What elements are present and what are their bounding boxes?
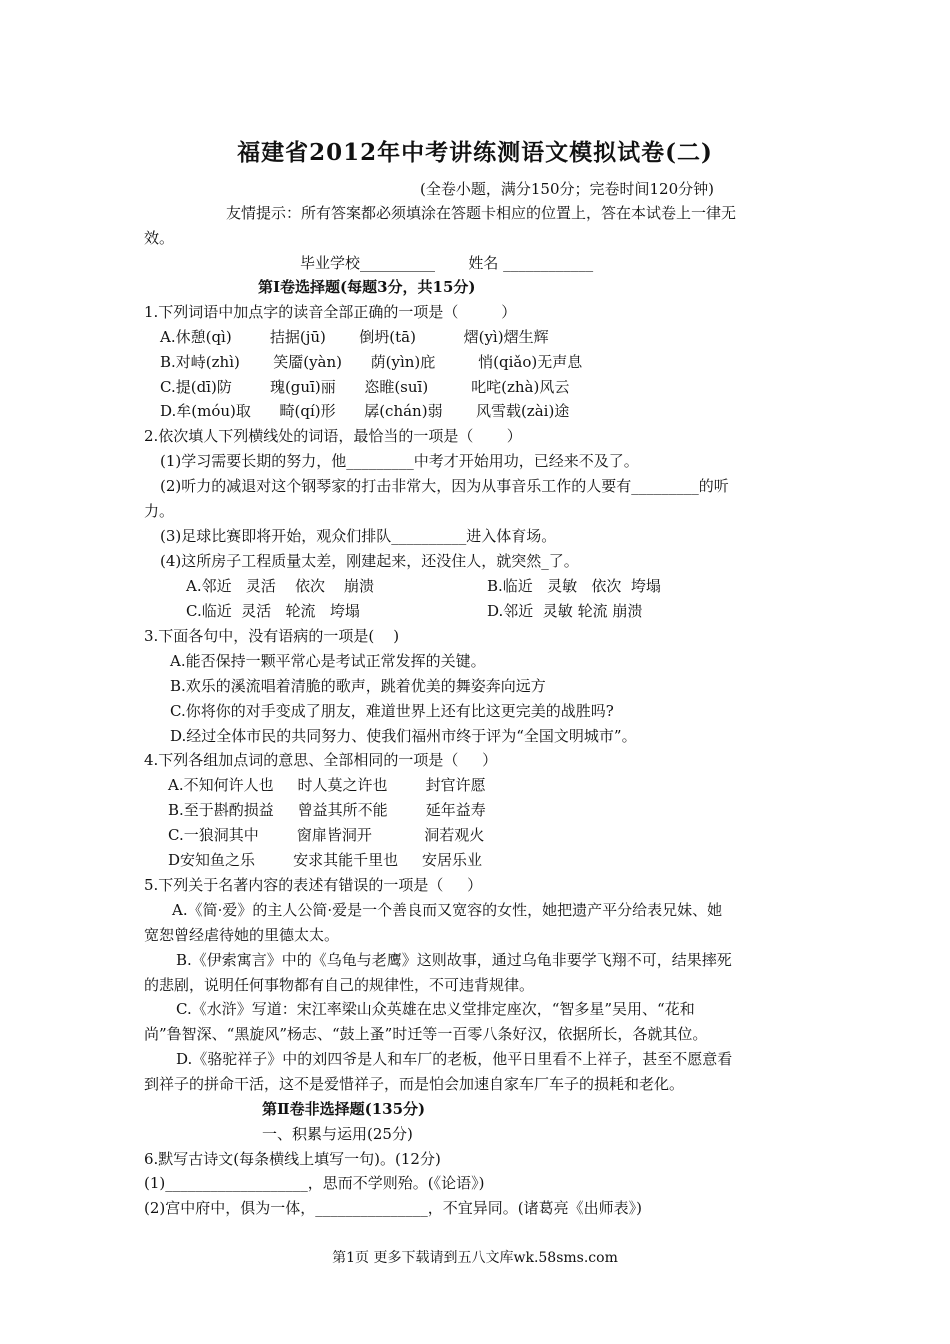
q5-option-a-cont: 宽恕曾经虐待她的里德太太。 — [144, 926, 340, 944]
part1-heading: 第Ⅰ卷选择题(每题3分，共15分) — [258, 278, 476, 296]
q2-sentence-4: (4)这所房子工程质量太差，刚建起来，还没住人，就突然_了。 — [160, 552, 579, 570]
q2-option-c: C.临近 灵活 轮流 垮塌 — [186, 602, 360, 620]
q4-option-a: A.不知何许人也 时人莫之许也 封官许愿 — [168, 776, 486, 794]
exam-info: (全卷小题，满分150分；完卷时间120分钟) — [420, 180, 714, 198]
q1-option-c: C.提(dī)防 瑰(guī)丽 恣睢(suī) 叱咤(zhà)风云 — [160, 378, 570, 396]
q4-option-c: C.一狼洞其中 窗扉皆洞开 洞若观火 — [168, 826, 485, 844]
q3-option-c: C.你将你的对手变成了朋友，难道世界上还有比这更完美的战胜吗? — [170, 702, 614, 720]
q1-option-a: A.休憩(qì) 拮据(jū) 倒坍(tā) 熠(yì)熠生辉 — [160, 328, 549, 346]
page-footer: 第1页 更多下载请到五八文库wk.58sms.com — [332, 1250, 618, 1266]
q4-stem: 4.下列各组加点词的意思、全部相同的一项是（ ） — [144, 751, 498, 769]
q1-option-d: D.牟(móu)取 畸(qí)形 孱(chán)弱 风雪载(zài)途 — [160, 402, 570, 420]
notice-line-1: 友情提示：所有答案都必须填涂在答题卡相应的位置上，答在本试卷上一律无 — [226, 204, 737, 222]
q2-sentence-1: (1)学习需要长期的努力，他_________中考才开始用功，已经来不及了。 — [160, 452, 639, 470]
q2-option-b: B.临近 灵敏 依次 垮塌 — [487, 577, 661, 595]
q4-option-b: B.至于斟酌损益 曾益其所不能 延年益寿 — [168, 801, 486, 819]
q3-stem: 3.下面各句中，没有语病的一项是( ) — [144, 627, 400, 645]
q1-stem: 1.下列词语中加点字的读音全部正确的一项是（ ） — [144, 303, 517, 321]
q5-option-b-cont: 的悲剧，说明任何事物都有自己的规律性，不可违背规律。 — [144, 976, 535, 994]
part2-heading: 第Ⅱ卷非选择题(135分) — [262, 1100, 426, 1118]
section1-heading: 一、积累与运用(25分) — [262, 1125, 413, 1143]
q5-option-c-cont: 尚”鲁智深、“黑旋风”杨志、“鼓上蚤”时迁等一百零八条好汉，依据所长，各就其位。 — [144, 1025, 708, 1043]
q5-option-a: A.《简·爱》的主人公简·爱是一个善良而又宽容的女性，她把遗产平分给表兄妹、她 — [172, 901, 723, 919]
q2-sentence-2: (2)听力的减退对这个钢琴家的打击非常大，因为从事音乐工作的人要有_________的听 — [160, 477, 729, 495]
q3-option-b: B.欢乐的溪流唱着清脆的歌声，跳着优美的舞姿奔向远方 — [170, 677, 546, 695]
q2-stem: 2.依次填人下列横线处的词语，最恰当的一项是（ ） — [144, 427, 522, 445]
q2-sentence-2-cont: 力。 — [144, 502, 175, 520]
q2-option-a: A.邻近 灵活 依次 崩溃 — [186, 577, 375, 595]
school-name-line: 毕业学校__________ 姓名 ____________ — [300, 254, 594, 272]
q5-option-c: C.《水浒》写道：宋江率梁山众英雄在忠义堂排定座次，“智多星”吴用、“花和 — [176, 1000, 695, 1018]
q4-option-d: D安知鱼之乐 安求其能千里也 安居乐业 — [168, 851, 483, 869]
q6-item-2: (2)宫中府中，俱为一体，_______________，不宜异同。(诸葛亮《出师表》) — [144, 1199, 642, 1217]
q1-option-b: B.对峙(zhì) 笑靥(yàn) 荫(yìn)庇 悄(qiǎo)无声息 — [160, 353, 583, 371]
notice-line-2: 效。 — [144, 229, 175, 247]
q5-option-b: B.《伊索寓言》中的《乌龟与老鹰》这则故事，通过乌龟非要学飞翔不可，结果摔死 — [176, 951, 732, 969]
q5-stem: 5.下列关于名著内容的表述有错误的一项是（ ） — [144, 876, 483, 894]
q5-option-d: D.《骆驼祥子》中的刘四爷是人和车厂的老板，他平日里看不上祥子，甚至不愿意看 — [176, 1050, 733, 1068]
q6-item-1: (1)___________________，思而不学则殆。(《论语》) — [144, 1174, 485, 1192]
page-title: 福建省2012年中考讲练测语文模拟试卷(二) — [237, 139, 713, 166]
q2-option-d: D.邻近 灵敏 轮流 崩溃 — [487, 602, 643, 620]
q6-stem: 6.默写古诗文(每条横线上填写一句)。(12分) — [144, 1150, 441, 1168]
q3-option-d: D.经过全体市民的共同努力、使我们福州市终于评为“全国文明城市”。 — [170, 727, 637, 745]
q3-option-a: A.能否保持一颗平常心是考试正常发挥的关键。 — [170, 652, 486, 670]
q2-sentence-3: (3)足球比赛即将开始，观众们排队__________进入体育场。 — [160, 527, 557, 545]
q5-option-d-cont: 到祥子的拼命干活，这不是爱惜祥子，而是怕会加速自家车厂车子的损耗和老化。 — [144, 1075, 685, 1093]
